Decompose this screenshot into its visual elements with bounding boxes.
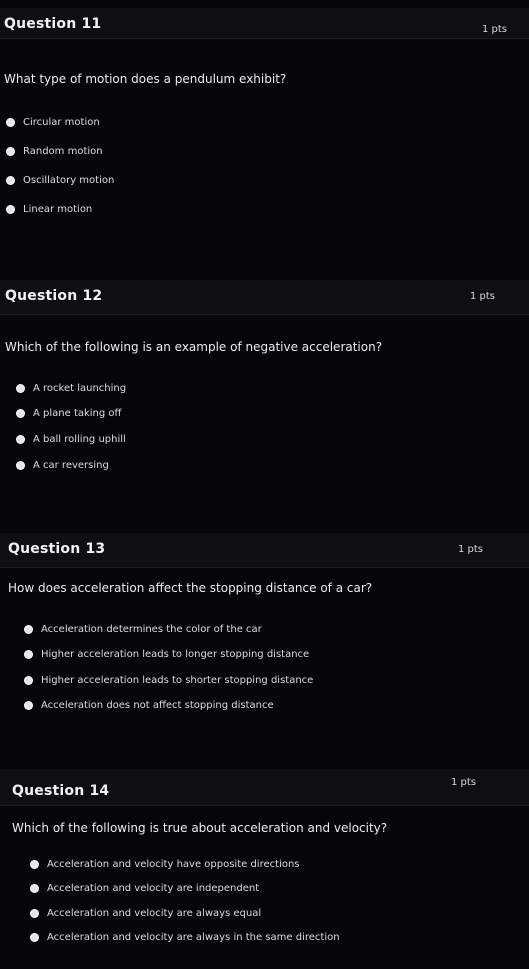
answer-label: Circular motion [23, 116, 100, 128]
radio-button[interactable] [16, 435, 25, 444]
question-13 [0, 533, 529, 758]
question-points: 1 pts [458, 544, 484, 555]
radio-button[interactable] [30, 884, 39, 893]
question-header [0, 769, 529, 806]
answer-option[interactable] [6, 198, 92, 220]
question-11 [0, 12, 529, 262]
answer-label: Higher acceleration leads to shorter stopping distance [41, 674, 314, 686]
answer-option[interactable] [30, 926, 340, 948]
question-text: What type of motion does a pendulum exhibit? [4, 72, 287, 86]
answer-option[interactable] [6, 169, 114, 191]
question-points: 1 pts [482, 24, 508, 35]
answer-option[interactable] [24, 694, 274, 716]
radio-button[interactable] [6, 205, 15, 214]
answer-label: Acceleration and velocity are independent [47, 882, 260, 894]
answer-option[interactable] [24, 643, 309, 665]
question-text: Which of the following is true about acceleration and velocity? [12, 821, 388, 835]
answer-label: Oscillatory motion [23, 174, 115, 186]
answer-label: A plane taking off [33, 407, 122, 419]
answer-option[interactable] [30, 902, 261, 924]
answer-label: Acceleration and velocity are always equal [47, 907, 262, 919]
answer-option[interactable] [16, 454, 109, 476]
answer-label: Acceleration and velocity are always in the same direction [47, 931, 340, 943]
radio-button[interactable] [24, 676, 33, 685]
radio-button[interactable] [16, 461, 25, 470]
answer-label: Acceleration determines the color of the car [41, 623, 262, 635]
radio-button[interactable] [6, 118, 15, 127]
radio-button[interactable] [30, 933, 39, 942]
answer-label: Acceleration does not affect stopping distance [41, 699, 274, 711]
question-header [0, 280, 529, 315]
radio-button[interactable] [24, 650, 33, 659]
question-title: Question 12 [5, 288, 103, 304]
question-points: 1 pts [451, 777, 477, 788]
answer-option[interactable] [24, 618, 262, 640]
answer-label: Linear motion [23, 203, 93, 215]
answer-option[interactable] [6, 140, 103, 162]
radio-button[interactable] [30, 909, 39, 918]
radio-button[interactable] [30, 860, 39, 869]
question-title: Question 11 [4, 16, 102, 32]
answer-label: Acceleration and velocity have opposite directions [47, 858, 300, 870]
question-title: Question 14 [12, 783, 110, 799]
answer-label: Higher acceleration leads to longer stopping distance [41, 648, 310, 660]
question-points: 1 pts [470, 291, 496, 302]
answer-option[interactable] [16, 428, 126, 450]
question-text: How does acceleration affect the stopping distance of a car? [8, 581, 373, 595]
radio-button[interactable] [16, 384, 25, 393]
answer-option[interactable] [30, 853, 300, 875]
radio-button[interactable] [24, 625, 33, 634]
question-12 [0, 280, 529, 520]
question-text: Which of the following is an example of negative acceleration? [5, 340, 383, 354]
question-title: Question 13 [8, 541, 106, 557]
answer-option[interactable] [16, 402, 121, 424]
question-14 [0, 769, 529, 969]
answer-option[interactable] [24, 669, 313, 691]
answer-option[interactable] [30, 877, 259, 899]
radio-button[interactable] [24, 701, 33, 710]
answer-label: Random motion [23, 145, 103, 157]
question-header [0, 8, 529, 39]
answer-label: A car reversing [33, 459, 109, 471]
answer-label: A rocket launching [33, 382, 127, 394]
answer-option[interactable] [6, 111, 100, 133]
answer-label: A ball rolling uphill [33, 433, 126, 445]
radio-button[interactable] [6, 147, 15, 156]
answer-option[interactable] [16, 377, 126, 399]
question-header [0, 533, 529, 568]
radio-button[interactable] [16, 409, 25, 418]
radio-button[interactable] [6, 176, 15, 185]
